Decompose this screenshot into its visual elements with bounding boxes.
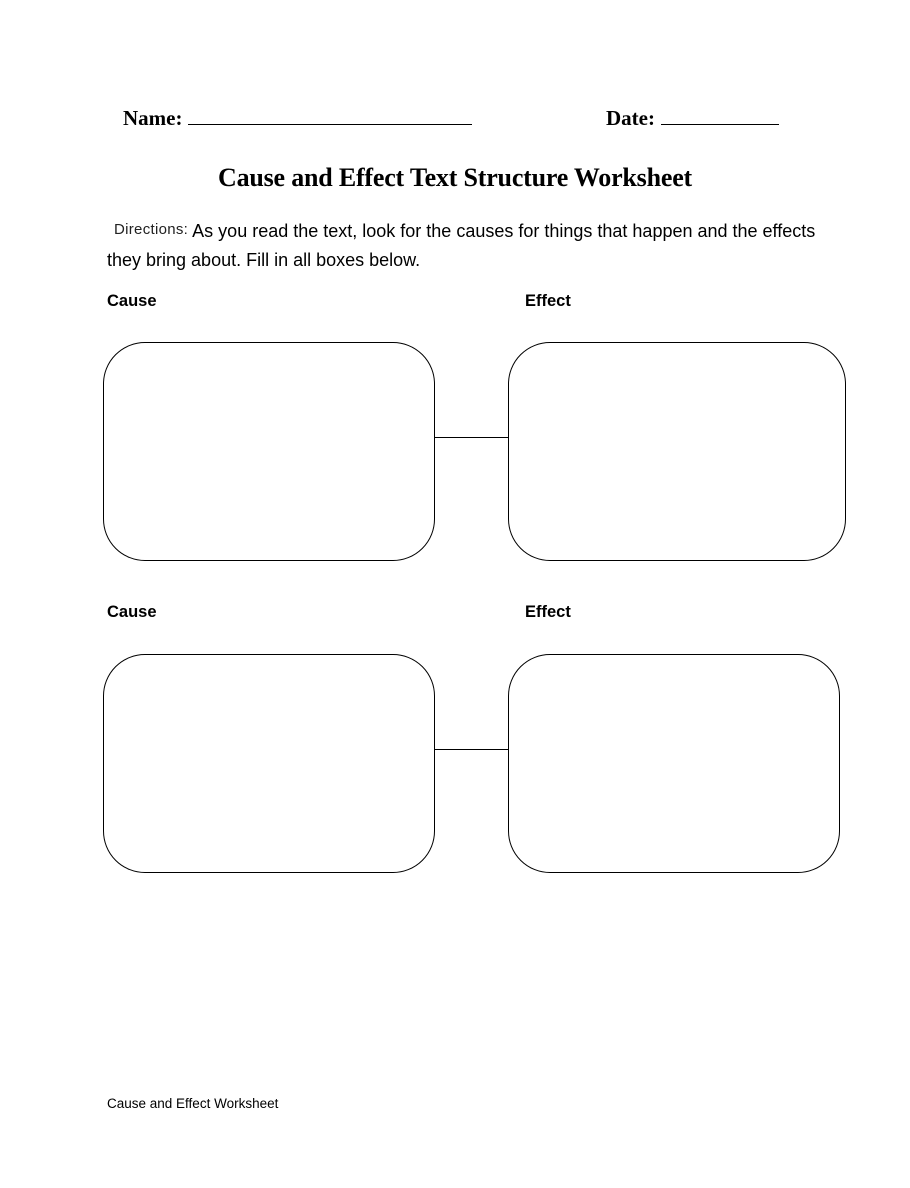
connector-line-1 (434, 437, 509, 438)
connector-line-2 (434, 749, 509, 750)
page-title: Cause and Effect Text Structure Worksheet (218, 163, 692, 192)
cause-label-2: Cause (107, 603, 157, 621)
cause-box-2[interactable] (103, 654, 435, 873)
effect-label-1: Effect (525, 292, 571, 310)
cause-box-1[interactable] (103, 342, 435, 561)
effect-box-1[interactable] (508, 342, 846, 561)
cause-label-1: Cause (107, 292, 157, 310)
date-input-line[interactable] (661, 106, 779, 125)
directions (107, 215, 827, 275)
name-input-line[interactable] (188, 106, 472, 125)
directions-label: Directions: (114, 221, 189, 238)
date-field-row (606, 106, 779, 131)
date-label: Date: (606, 106, 655, 130)
directions-text: As you read the text, look for the causes for things that happen and the effects they bring about. Fill in all boxes below. (107, 221, 816, 270)
footer-text: Cause and Effect Worksheet (107, 1096, 279, 1111)
name-field-row (123, 106, 472, 131)
effect-label-2: Effect (525, 603, 571, 621)
name-label: Name: (123, 106, 183, 130)
effect-box-2[interactable] (508, 654, 840, 873)
